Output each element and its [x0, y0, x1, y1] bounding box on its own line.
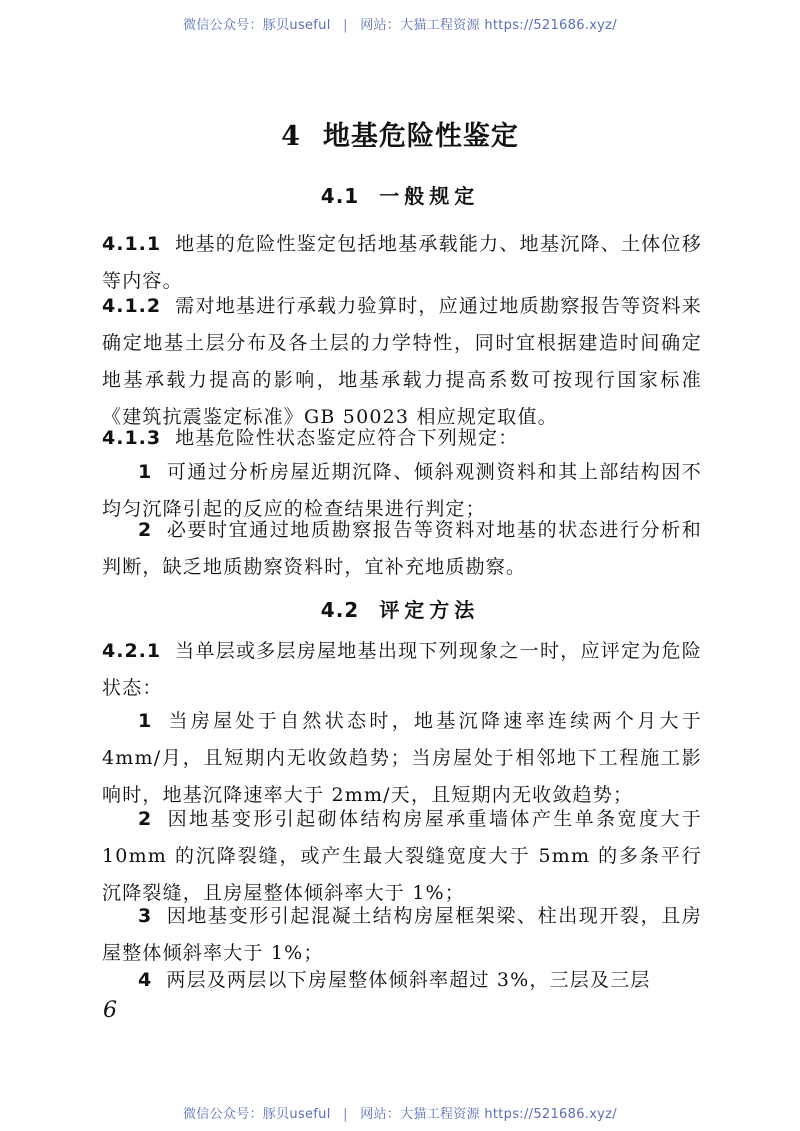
section-title-4-2: [0, 594, 800, 623]
clause-text: 需对地基进行承载力验算时，应通过地质勘察报告等资料来确定地基土层分布及各土层的力学特性，同时宜根据建造时间确定地基承载力提高的影响，地基承载力提高系数可按现行国家标准《建筑抗震鉴定标准》GB 50023 相应规定取值。: [102, 295, 702, 428]
chapter-title: [0, 114, 800, 153]
clause-4-2-1-item-4: [102, 962, 702, 999]
item-text: 可通过分析房屋近期沉降、倾斜观测资料和其上部结构因不均匀沉降引起的反应的检查结果进行判定；: [102, 461, 702, 520]
page-number: 6: [103, 998, 117, 1023]
section-title-4-1: [0, 180, 800, 209]
item-number: 1: [138, 461, 153, 483]
item-number: 2: [138, 519, 153, 541]
watermark-separator: |: [343, 1107, 348, 1122]
watermark-wechat: 微信公众号：豚贝useful: [183, 1107, 331, 1122]
clause-4-2-1: [102, 633, 702, 707]
item-text: 两层及两层以下房屋整体倾斜率超过 3%，三层及三层: [166, 969, 651, 991]
clause-4-2-1-item-2: [102, 801, 702, 912]
item-number: 3: [138, 905, 153, 927]
chapter-heading: 地基危险性鉴定: [322, 121, 519, 152]
item-text: 因地基变形引起砌体结构房屋承重墙体产生单条宽度大于 10mm 的沉降裂缝，或产生最大裂缝宽度大于 5mm 的多条平行沉降裂缝，且房屋整体倾斜率大于 1%；: [102, 808, 702, 904]
section-heading: 评定方法: [379, 598, 480, 622]
watermark-separator: |: [343, 18, 348, 33]
item-text: 因地基变形引起混凝土结构房屋框架梁、柱出现开裂，且房屋整体倾斜率大于 1%；: [102, 905, 702, 964]
watermark-wechat: 微信公众号：豚贝useful: [183, 18, 331, 33]
clause-text: 当单层或多层房屋地基出现下列现象之一时，应评定为危险状态：: [102, 640, 702, 699]
clause-4-2-1-item-3: [102, 898, 702, 972]
header-watermark: [0, 14, 800, 33]
clause-4-2-1-item-1: [102, 703, 702, 814]
clause-number: 4.1.3: [102, 427, 162, 449]
clause-4-1-3: [102, 420, 702, 457]
section-number: 4.2: [320, 598, 360, 622]
footer-watermark: [0, 1103, 800, 1122]
item-number: 2: [138, 808, 153, 830]
clause-text: 地基危险性状态鉴定应符合下列规定：: [175, 427, 519, 449]
item-number: 4: [138, 969, 153, 991]
clause-4-1-3-item-2: [102, 512, 702, 586]
section-number: 4.1: [320, 184, 360, 208]
item-text: 当房屋处于自然状态时，地基沉降速率连续两个月大于4mm/月，且短期内无收敛趋势；当房屋处于相邻地下工程施工影响时，地基沉降速率大于 2mm/天，且短期内无收敛趋势；: [102, 710, 702, 806]
watermark-website: 网站：大猫工程资源 https://521686.xyz/: [360, 1107, 617, 1122]
clause-number: 4.1.1: [102, 233, 162, 255]
clause-number: 4.1.2: [102, 295, 162, 317]
item-text: 必要时宜通过地质勘察报告等资料对地基的状态进行分析和判断，缺乏地质勘察资料时，宜补充地质勘察。: [102, 519, 702, 578]
clause-text: 地基的危险性鉴定包括地基承载能力、地基沉降、土体位移等内容。: [102, 233, 702, 292]
item-number: 1: [138, 710, 153, 732]
clause-number: 4.2.1: [102, 640, 162, 662]
chapter-number: 4: [281, 121, 301, 152]
clause-4-1-2: [102, 288, 702, 436]
watermark-website: 网站：大猫工程资源 https://521686.xyz/: [360, 18, 617, 33]
section-heading: 一般规定: [379, 184, 480, 208]
